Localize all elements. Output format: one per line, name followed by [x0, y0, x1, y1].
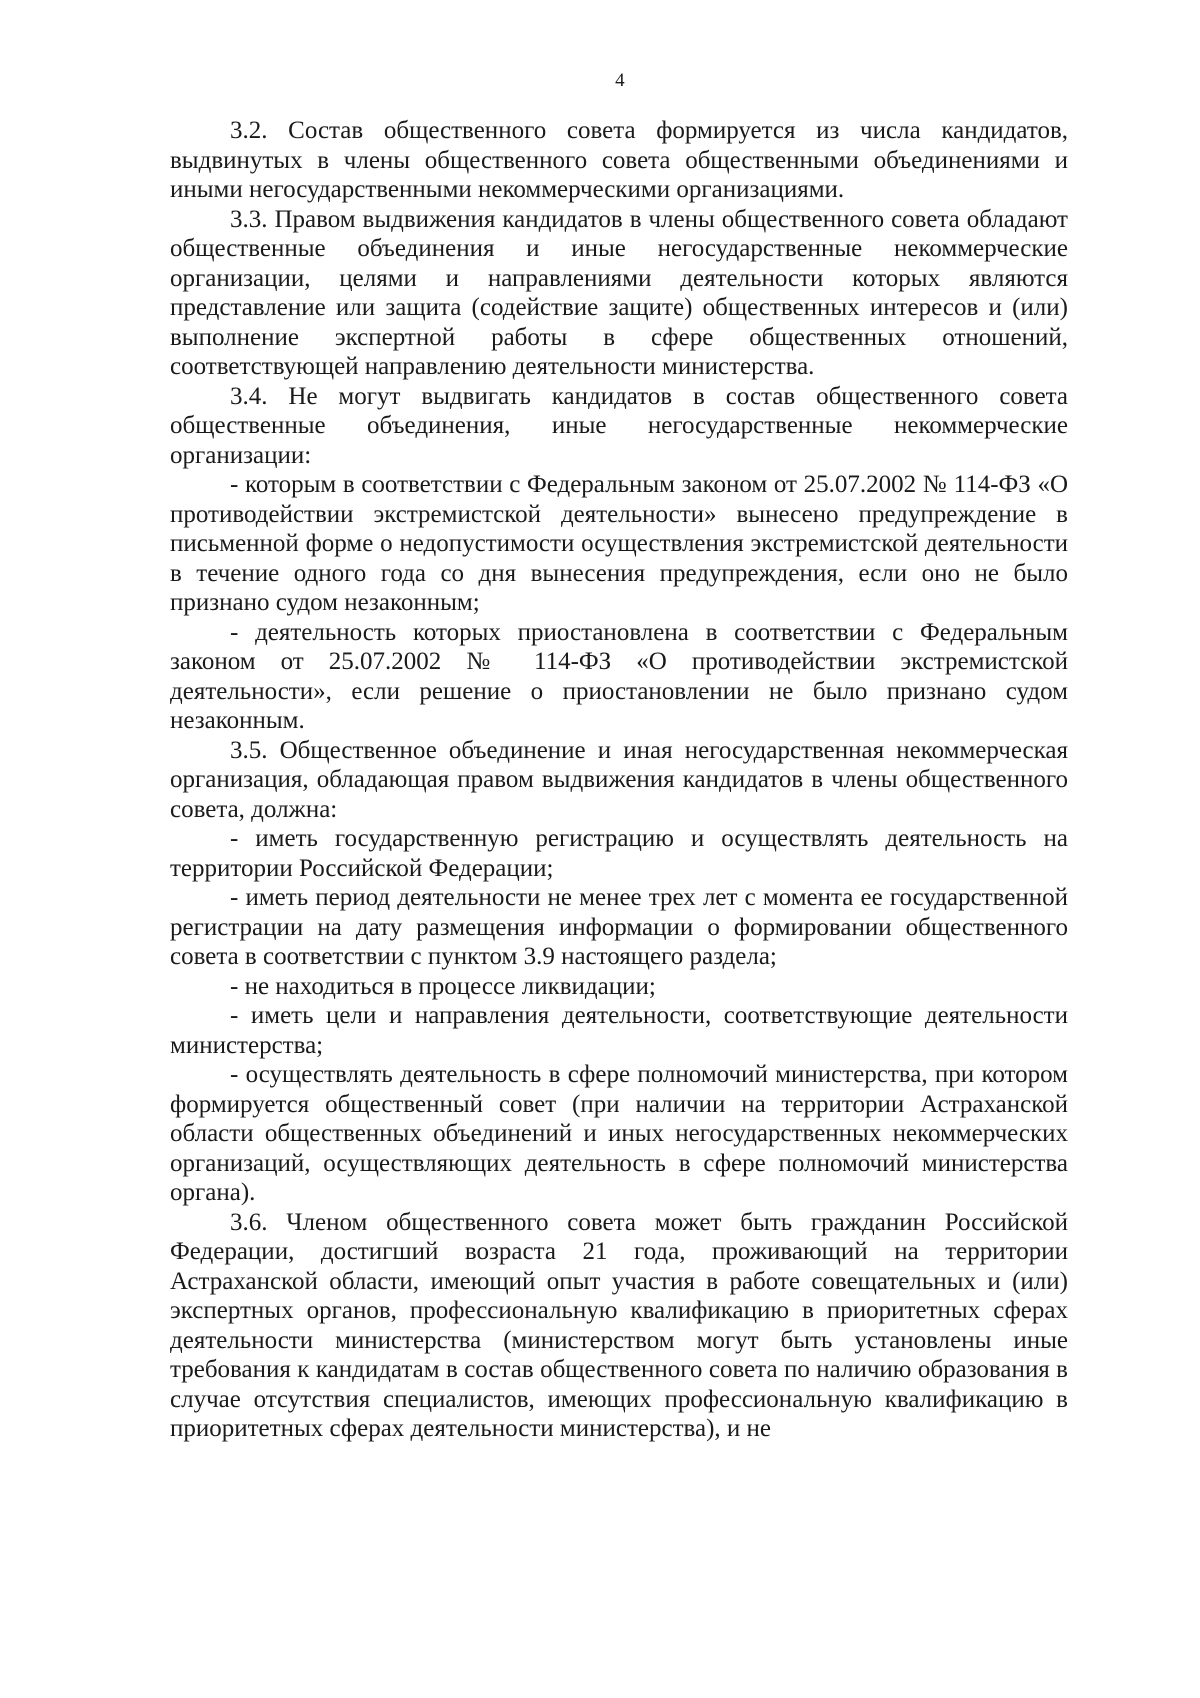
list-item-period: - иметь период деятельности не менее трех лет с момента ее государственной регистрации на дату размещения информации о формировании общественного совета в соответствии с пунктом 3.9 настоящего раздела; — [170, 884, 1068, 970]
page-number: 4 — [615, 70, 625, 91]
list-item-suspended: - деятельность которых приостановлена в соответствии с Федеральным законом от 25.07.2002 № 114-ФЗ «О противодействии экстремистской деятельности», если решение о приостановлении не было признано судом незаконным. — [170, 618, 1068, 734]
paragraph-3-2: 3.2. Состав общественного совета формируется из числа кандидатов, выдвинутых в члены общественного совета общественными объединениями и иными негосударственными некоммерческими организациями. — [170, 117, 1068, 203]
paragraph-3-4: 3.4. Не могут выдвигать кандидатов в состав общественного совета общественные объединения, иные негосударственные некоммерческие организации: — [170, 382, 1068, 469]
paragraph-3-3: 3.3. Правом выдвижения кандидатов в члены общественного совета обладают общественные объединения и иные негосударственные некоммерческие организации, целями и направлениями деятельности которых являются представление или защита (содействие защите) общественных интересов и (или) выполнение экспертной работы в сфере общественных отношений, соответствующей направлению деятельности министерства. — [170, 205, 1068, 380]
list-item-liquidation: - не находиться в процессе ликвидации; — [230, 972, 656, 1000]
paragraph-3-6: 3.6. Членом общественного совета может быть гражданин Российской Федерации, достигший возраста 21 года, проживающий на территории Астраханской области, имеющий опыт участия в работе совещательных и (или) экспертных органов, профессиональную квалификацию в приоритетных сферах деятельности министерства (министерством могут быть установлены иные требования к кандидатам в состав общественного совета по наличию образования в случае отсутствия специалистов, имеющих профессиональную квалификацию в приоритетных сферах деятельности министерства), и не — [170, 1208, 1068, 1442]
paragraph-3-5: 3.5. Общественное объединение и иная негосударственная некоммерческая организация, обладающая правом выдвижения кандидатов в члены общественного совета, должна: — [170, 736, 1068, 823]
list-item-scope: - осуществлять деятельность в сфере полномочий министерства, при котором формируется общественный совет (при наличии на территории Астраханской области общественных объединений и иных негосударственных некоммерческих организаций, осуществляющих деятельность в сфере полномочий министерства органа). — [170, 1061, 1068, 1206]
list-item-warning: - которым в соответствии с Федеральным законом от 25.07.2002 № 114-ФЗ «О противодействии экстремистской деятельности» вынесено предупреждение в письменной форме о недопустимости осуществления экстремистской деятельности в течение одного года со дня вынесения предупреждения, если оно не было признано судом незаконным; — [170, 471, 1068, 616]
document-body — [170, 116, 1068, 1444]
list-item-registration: - иметь государственную регистрацию и осуществлять деятельность на территории Российской Федерации; — [170, 825, 1068, 882]
list-item-goals: - иметь цели и направления деятельности, соответствующие деятельности министерства; — [170, 1002, 1068, 1059]
